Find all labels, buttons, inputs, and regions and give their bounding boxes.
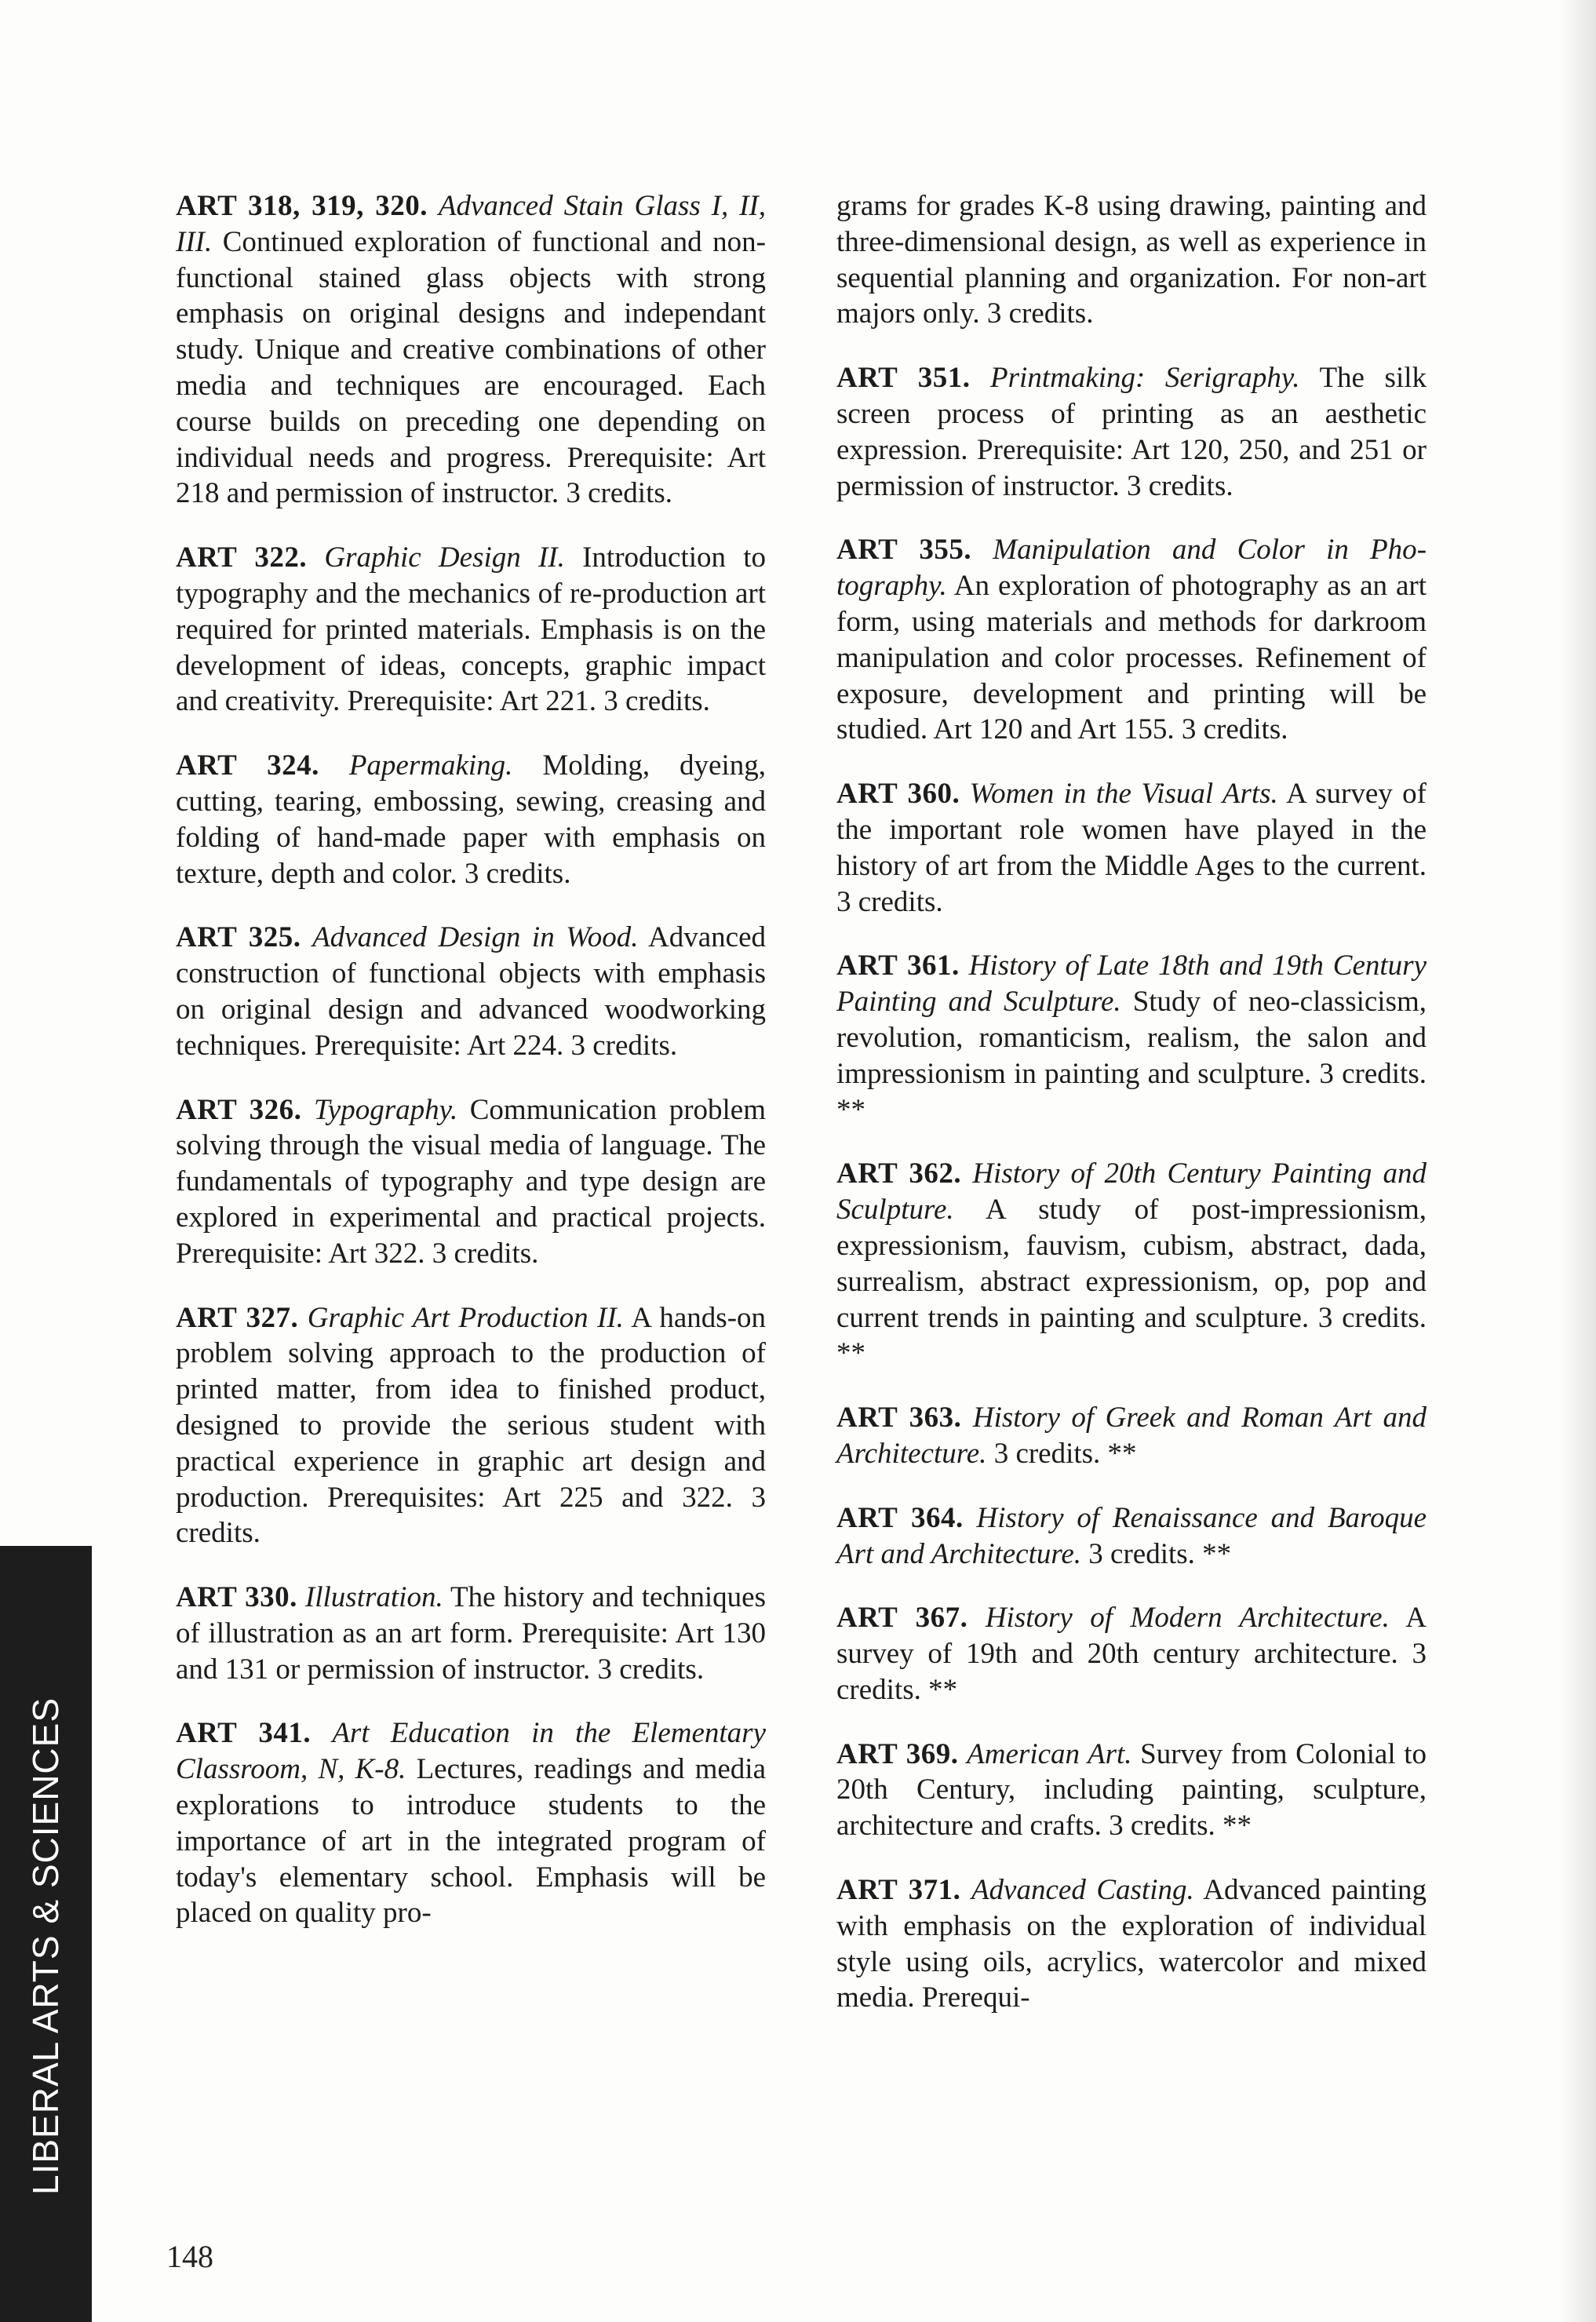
course-description: grams for grades K-8 using drawing, painting and three-dimensional design, as well as experience in sequential planning and organization. For non-art majors only. 3 credits. [836, 190, 1427, 330]
course-code: ART 318, 319, 320. [176, 190, 428, 222]
course-description: An exploration of photography as an art form, using materials and methods for darkroom manipulation and color processes. Refinement of exposure, development and printing will be studied. Art 120 and Art 155. 3 credits. [836, 570, 1427, 746]
course-code: ART 351. [836, 362, 971, 395]
course-entry-art-322 [176, 540, 766, 720]
course-title: Illustration. [304, 1581, 443, 1614]
course-entry-art-324 [176, 748, 766, 891]
course-description: Survey from Colonial to 20th Century, including painting, sculpture, architecture and crafts. 3 credits. ** [836, 1737, 1427, 1843]
course-code: ART 325. [176, 921, 301, 954]
course-code: ART 322. [176, 541, 308, 574]
page-edge-shadow [1560, 0, 1596, 2322]
course-title: American Art. [967, 1737, 1132, 1770]
course-code: ART 355. [836, 534, 972, 567]
course-entry-art-363 [836, 1400, 1427, 1472]
left-column [176, 188, 766, 1959]
course-entry-art-360 [836, 776, 1427, 920]
course-description: Molding, dyeing, cutting, tearing, embossing, sewing, creasing and folding of hand-made paper with emphasis on texture, depth and color. 3 credits. [176, 749, 766, 890]
course-entry-art-367 [836, 1600, 1427, 1708]
course-code: ART 363. [836, 1402, 962, 1434]
course-entry-art-341-continued [836, 188, 1427, 332]
course-title: Advanced Casting. [971, 1874, 1194, 1907]
course-description: The silk screen process of printing as an aesthetic expression. Prerequisite: Art 120, 250, and 251 or permission of instructor. 3 credits. [836, 362, 1427, 502]
course-code: ART 327. [176, 1301, 299, 1334]
course-title: Advanced Design in Wood. [312, 921, 639, 954]
course-entry-art-327 [176, 1300, 766, 1552]
course-entry-art-371 [836, 1872, 1427, 2016]
course-entry-art-318 [176, 188, 766, 512]
course-code: ART 324. [176, 749, 319, 782]
course-description: Study of neo-classicism, revolution, romanticism, realism, the salon and impressionism in painting and sculpture. 3 credits. ** [836, 986, 1427, 1126]
course-description: Communication problem solving through the visual media of language. The fundamentals of typography and type design are explored in experimental and practical projects. Prerequisite: Art 322. 3 credits. [176, 1093, 766, 1270]
course-description: A hands-on problem solving approach to the production of printed matter, from idea to finished product, designed to provide the serious student with practical experience in graphic art design and production. Prerequisites: Art 225 and 322. 3 credits. [176, 1301, 767, 1550]
course-description: The history and techniques of illustration as an art form. Prerequisite: Art 130 and 131 or permission of instructor. 3 credits. [176, 1581, 767, 1686]
course-entry-art-326 [176, 1092, 766, 1272]
course-description: A study of post-impressionism, expressionism, fauvism, cubism, abstract, dada, surrealism, abstract expressionism, op, pop and current trends in painting and sculpture. 3 credits. ** [836, 1194, 1427, 1370]
course-code: ART 330. [176, 1581, 297, 1614]
course-title: Typography. [313, 1093, 458, 1126]
course-title: Graphic Design II. [324, 541, 565, 574]
course-description: Introduction to typography and the mechanics of re-production art required for printed materials. Emphasis is on the development of ideas, concepts, graphic impact and creativity. Prerequisite: Art 221. 3 credits. [176, 541, 767, 718]
course-title: Printmaking: Serigraphy. [990, 362, 1300, 395]
course-code: ART 361. [836, 950, 960, 982]
course-title: History of 20th Century Painting and Sculpture. [836, 1157, 1427, 1227]
course-entry-art-364 [836, 1500, 1427, 1573]
course-description: Continued exploration of functional and non-functional stained glass objects with strong emphasis on original designs and independant study. Unique and creative combinations of other media and techniques are encouraged. Each course builds on preceding one depending on individual needs and progress. Prerequisite: Art 218 and permission of instructor. 3 credits. [176, 225, 766, 510]
right-column [836, 188, 1427, 2044]
course-title: Graphic Art Production II. [307, 1301, 624, 1334]
course-code: ART 371. [836, 1874, 961, 1907]
course-entry-art-362 [836, 1156, 1427, 1372]
course-code: ART 326. [176, 1093, 302, 1126]
course-description: Lectures, readings and media explorations to introduce students to the importance of art in the integrated program of today's elementary school. Emphasis will be placed on quality pro- [176, 1753, 767, 1930]
course-title: Women in the Visual Arts. [969, 778, 1278, 811]
course-description: 3 credits. ** [993, 1437, 1137, 1470]
course-title: Papermaking. [348, 749, 513, 782]
course-description: A survey of 19th and 20th century architecture. 3 credits. ** [836, 1602, 1427, 1706]
course-entry-art-369 [836, 1737, 1427, 1844]
course-code: ART 364. [836, 1501, 964, 1534]
course-entry-art-330 [176, 1580, 766, 1687]
course-code: ART 369. [836, 1737, 959, 1770]
course-description: 3 credits. ** [1088, 1537, 1232, 1570]
course-title: Advanced Stain Glass I, II, III. [176, 190, 766, 258]
course-entry-art-355 [836, 532, 1427, 748]
course-entry-art-341 [176, 1715, 766, 1931]
course-code: ART 367. [836, 1602, 968, 1635]
course-description: Advanced construction of functional objects with emphasis on original design and advanced woodworking techniques. Prerequisite: Art 224. 3 credits. [176, 921, 766, 1062]
course-code: ART 362. [836, 1157, 962, 1190]
section-side-tab-label: LIBERAL ARTS & SCIENCES [25, 1697, 66, 2196]
course-entry-art-351 [836, 360, 1427, 504]
page-number: 148 [166, 2239, 213, 2274]
course-title: Manipulation and Color in Photography. [836, 534, 1427, 603]
course-description: Advanced painting with emphasis on the exploration of individual style using oils, acrylics, watercolor and mixed media. Prerequi- [836, 1874, 1427, 2014]
course-entry-art-361 [836, 948, 1427, 1128]
course-description: A survey of the important role women have played in the history of art from the Middle Ages to the current. 3 credits. [836, 778, 1427, 918]
course-code: ART 360. [836, 778, 960, 811]
course-title: History of Late 18th and 19th Century Painting and Sculpture. [836, 950, 1427, 1019]
course-entry-art-325 [176, 920, 766, 1063]
course-title: Art Education in the Elementary Classroom, N, K-8. [176, 1717, 766, 1786]
course-title: History of Greek and Roman Art and Architecture. [836, 1402, 1427, 1470]
course-title: History of Renaissance and Baroque Art and Architecture. [836, 1501, 1427, 1570]
course-code: ART 341. [176, 1717, 312, 1750]
course-title: History of Modern Architecture. [985, 1602, 1390, 1635]
